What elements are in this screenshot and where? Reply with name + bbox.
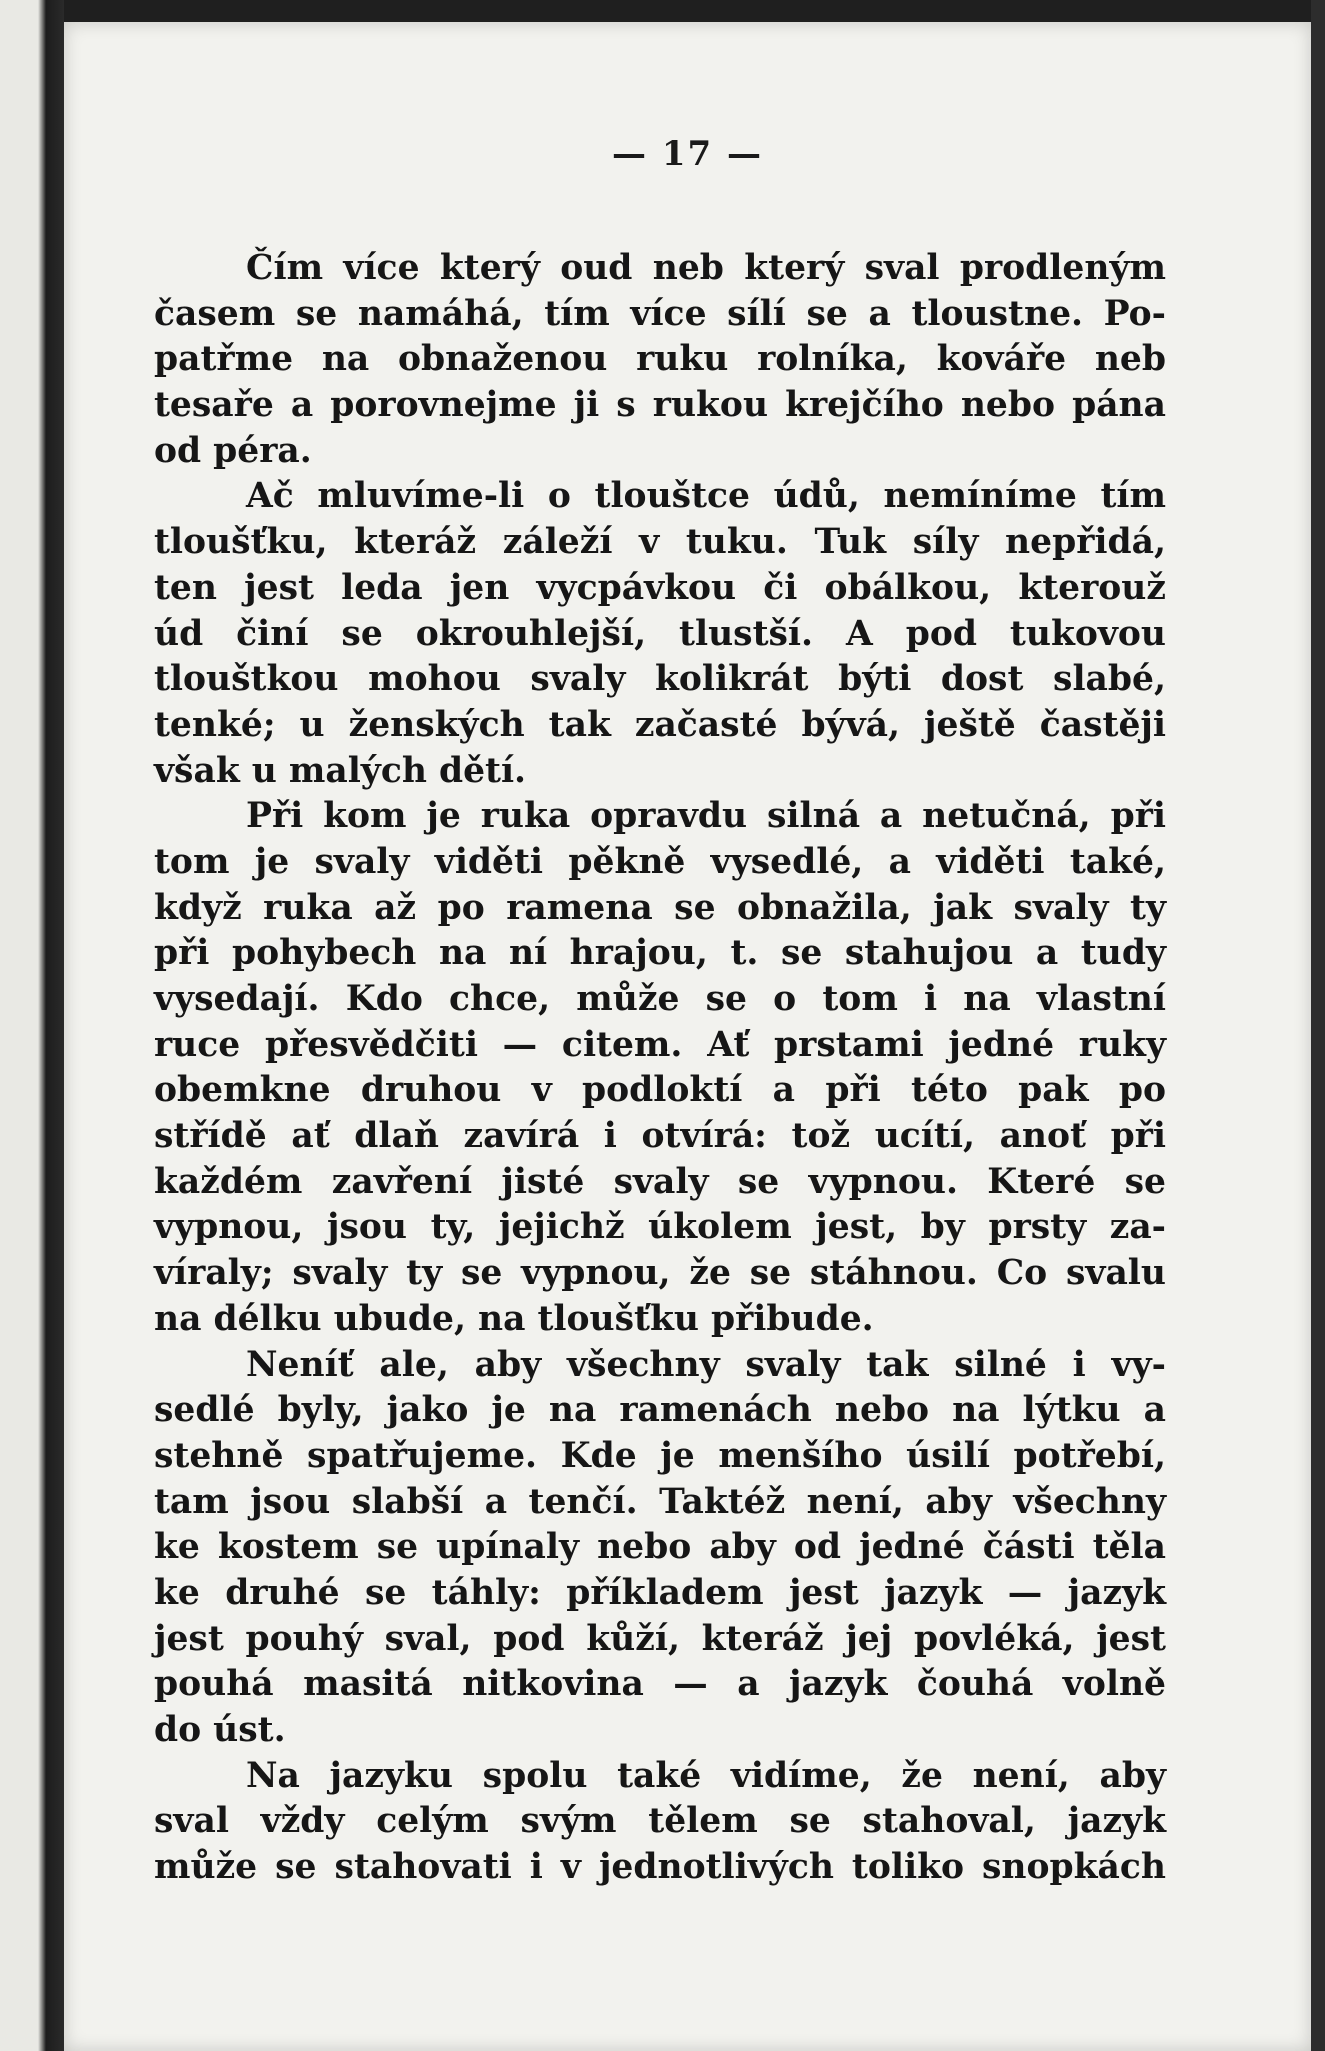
text-line: ke druhé se táhly: příkladem jest jazyk — jazyk <box>154 1572 1166 1613</box>
text-line: Neníť ale, aby všechny svaly tak silné i vy- <box>246 1344 1166 1385</box>
text-line: může se stahovati i v jednotlivých toliko snopkách <box>154 1847 1166 1888</box>
text-line: vysedají. Kdo chce, může se o tom i na vlastní <box>154 979 1166 1019</box>
text-line: tom je svaly viděti pěkně vysedlé, a viděti také, <box>154 841 1166 882</box>
text-line: ke kostem se upínaly nebo aby od jedné části těla <box>154 1527 1166 1568</box>
text-line: sedlé byly, jako je na ramenách nebo na lýtku a <box>154 1390 1166 1431</box>
text-line: tam jsou slabší a tenčí. Taktéž není, aby všechny <box>154 1481 1166 1522</box>
text-line: úd činí se okrouhlejší, tlustší. A pod tukovou <box>154 613 1166 654</box>
text-line: při pohybech na ní hrajou, t. se stahujou a tudy <box>154 933 1166 974</box>
text-line: od péra. <box>154 430 312 471</box>
text-line: na délku ubude, na tloušťku přibude. <box>154 1298 874 1339</box>
scan-left-edge <box>0 0 64 2051</box>
text-line: obemkne druhou v podloktí a při této pak po <box>154 1070 1166 1111</box>
text-line: Čím více který oud neb který sval prodleným <box>246 248 1166 288</box>
text-line: časem se namáhá, tím více sílí se a tloustne. Po- <box>154 293 1166 334</box>
scan-top-edge <box>64 0 1325 22</box>
text-line: jest pouhý sval, pod kůží, kteráž jej povléká, jest <box>154 1618 1166 1659</box>
text-line: sval vždy celým svým tělem se stahoval, jazyk <box>154 1801 1166 1842</box>
text-line: tlouštkou mohou svaly kolikrát býti dost slabé, <box>154 659 1166 700</box>
page-number-header: — 17 — <box>612 134 763 174</box>
text-line: každém zavření jisté svaly se vypnou. Které se <box>154 1161 1166 1202</box>
text-line: tesaře a porovnejme ji s rukou krejčího nebo pána <box>154 385 1166 426</box>
text-line: do úst. <box>154 1710 286 1750</box>
text-line: Při kom je ruka opravdu silná a netučná, při <box>246 796 1166 837</box>
text-line: Na jazyku spolu také vidíme, že není, aby <box>246 1755 1166 1796</box>
text-line: víraly; svaly ty se vypnou, že se stáhnou. Co svalu <box>154 1253 1166 1294</box>
text-line: Ač mluvíme-li o tlouštce údů, nemíníme tím <box>246 476 1166 517</box>
text-line: stehně spatřujeme. Kde je menšího úsilí potřebí, <box>154 1435 1166 1476</box>
text-line: střídě ať dlaň zavírá i otvírá: tož ucítí, anoť při <box>154 1116 1166 1157</box>
text-line: ten jest leda jen vycpávkou či obálkou, kterouž <box>154 567 1166 608</box>
text-line: když ruka až po ramena se obnažila, jak svaly ty <box>154 887 1166 928</box>
text-line: tenké; u ženských tak začasté bývá, ještě častěji <box>154 704 1166 745</box>
text-line: patřme na obnaženou ruku rolníka, kováře neb <box>154 339 1166 380</box>
text-line: ruce přesvědčiti — citem. Ať prstami jedné ruky <box>154 1024 1166 1065</box>
text-line: vypnou, jsou ty, jejichž úkolem jest, by prsty za- <box>154 1207 1166 1248</box>
scan-right-edge <box>1311 0 1325 2051</box>
text-line: tloušťku, kteráž záleží v tuku. Tuk síly nepřidá, <box>154 522 1166 563</box>
text-line: však u malých dětí. <box>154 750 527 791</box>
body-text <box>154 246 1166 1891</box>
text-line: pouhá masitá nitkovina — a jazyk čouhá volně <box>154 1664 1166 1705</box>
book-page <box>64 22 1311 2051</box>
